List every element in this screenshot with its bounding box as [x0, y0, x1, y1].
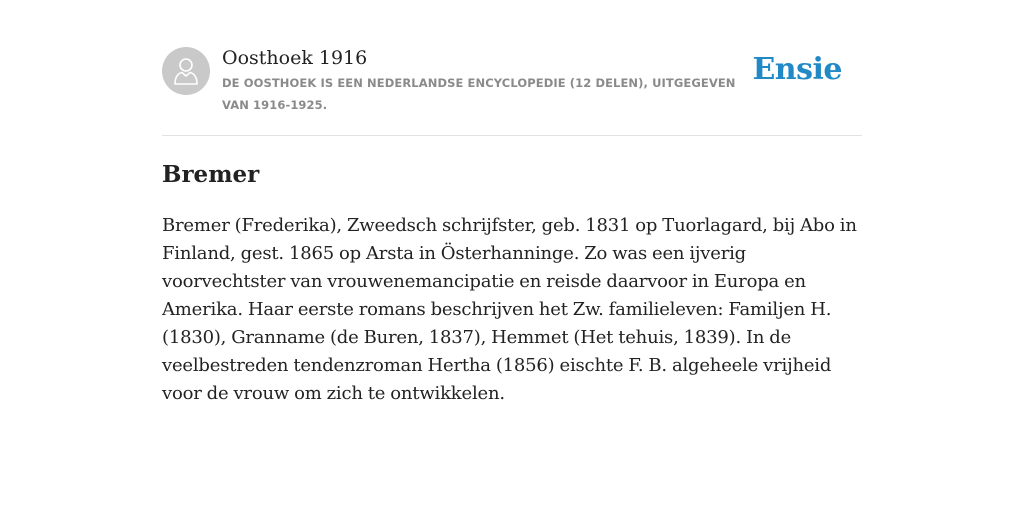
article-title: Bremer: [162, 161, 260, 188]
user-icon: [172, 56, 200, 86]
source-description: DE OOSTHOEK IS EEN NEDERLANDSE ENCYCLOPEDIE (12 DELEN), UITGEGEVEN VAN 1916-1925.: [222, 76, 736, 112]
source-header: [162, 46, 862, 116]
article-body: Bremer (Frederika), Zweedsch schrijfster, geb. 1831 op Tuorlagard, bij Abo in Finland, gest. 1865 op Arsta in Österhanninge. Zo was een ijverig voorvechtster van vrouwenemancipatie en reisde daarvoor in Europa en Amerika. Haar eerste romans beschrijven het Zw. familieleven: Familjen H. (1830), Granname (de Buren, 1837), Hemmet (Het tehuis, 1839). In de veelbestreden tendenzroman Hertha (1856) eischte F. B. algeheele vrijheid voor de vrouw om zich te ontwikkelen.: [162, 215, 857, 404]
source-title[interactable]: Oosthoek 1916: [222, 47, 368, 69]
ensie-logo[interactable]: Ensie: [752, 52, 842, 87]
header-divider: [162, 135, 862, 136]
source-avatar[interactable]: [162, 47, 210, 95]
page: [162, 0, 862, 512]
